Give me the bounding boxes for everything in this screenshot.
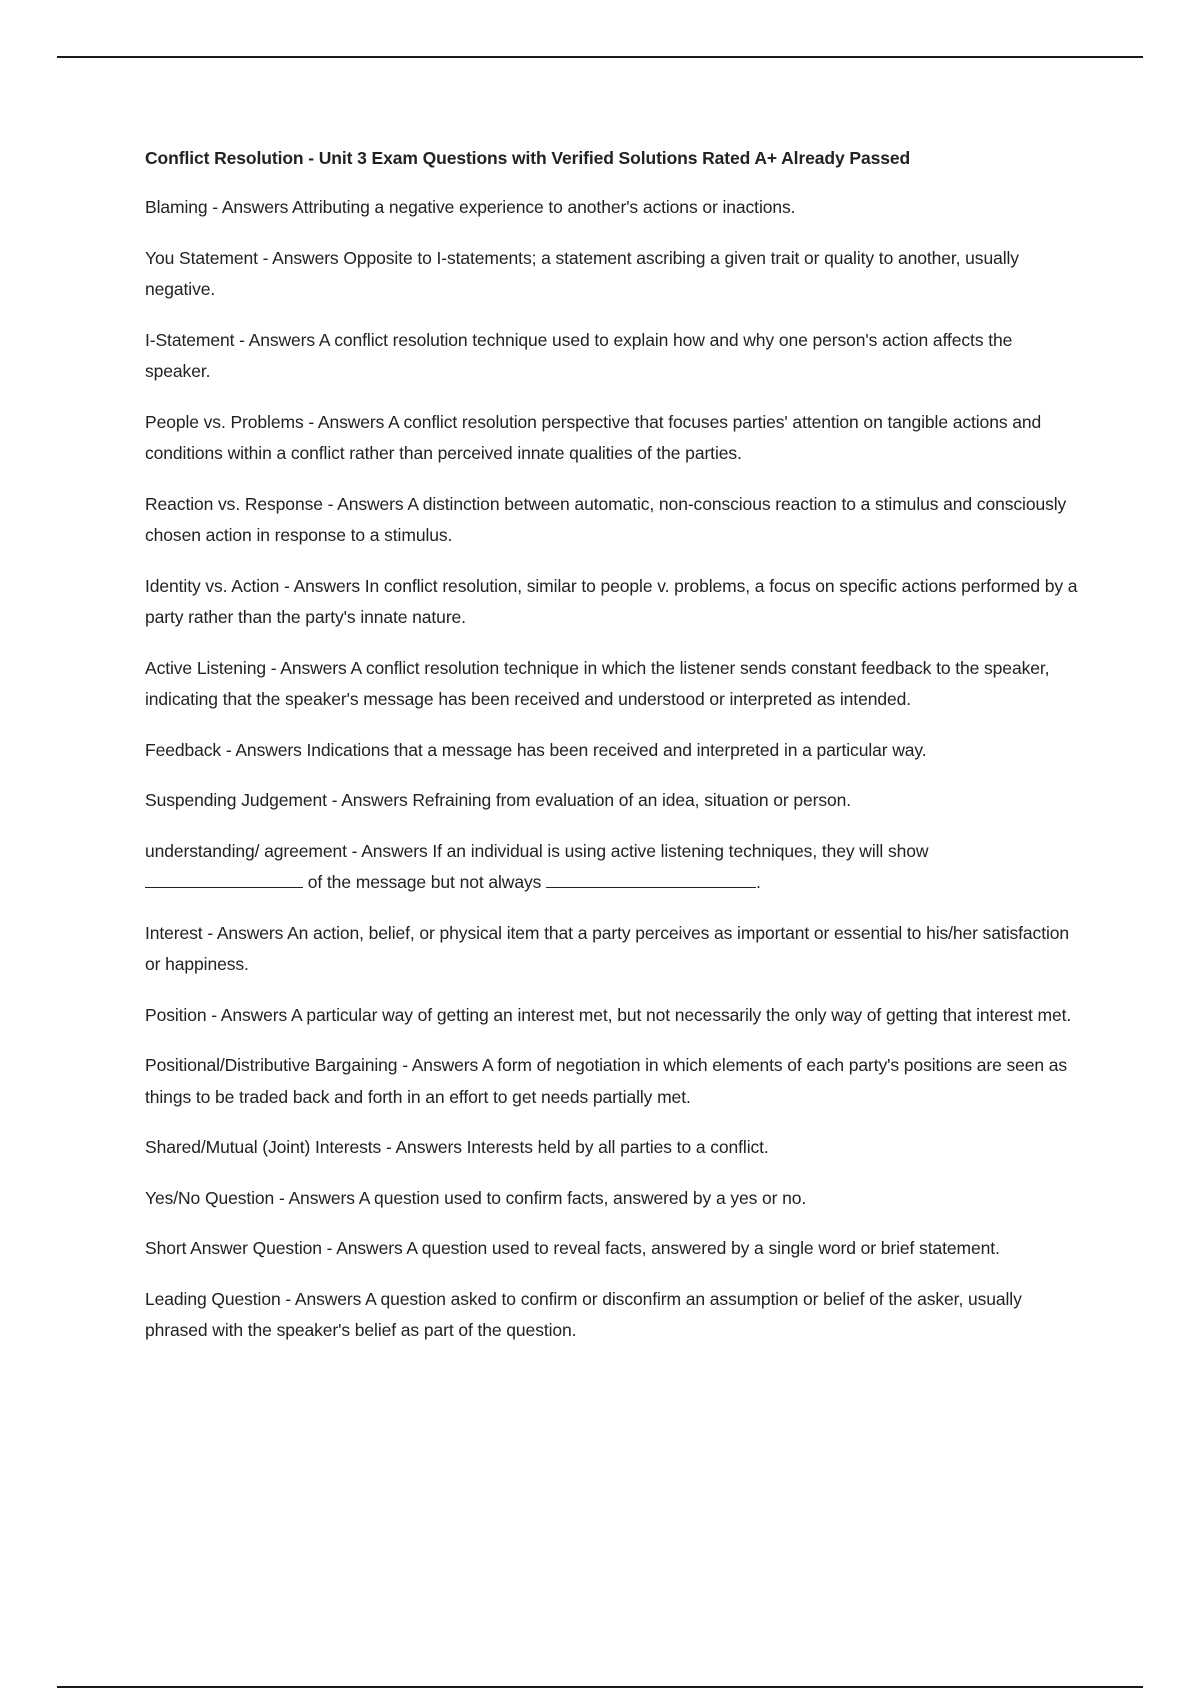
qa-item (145, 836, 1080, 899)
qa-item (145, 1050, 1080, 1113)
answers-label: Answers (280, 657, 347, 678)
qa-term: I-Statement - (145, 330, 249, 350)
qa-item (145, 325, 1080, 388)
qa-definition: Attributing a negative experience to another's actions or inactions. (292, 197, 796, 217)
top-rule (57, 56, 1143, 58)
qa-term: understanding/ agreement - (145, 841, 361, 861)
qa-term: Blaming - (145, 197, 222, 217)
qa-term: Identity vs. Action - (145, 576, 294, 596)
qa-term: Positional/Distributive Bargaining - (145, 1055, 412, 1075)
qa-term: Interest - (145, 923, 217, 943)
answers-label: Answers (341, 790, 408, 810)
answers-label: Answers (220, 1004, 288, 1025)
qa-definition-end: . (756, 872, 761, 892)
qa-definition: A question used to confirm facts, answered by a yes or no. (358, 1187, 807, 1208)
qa-term: Short Answer Question - (145, 1238, 336, 1258)
qa-item (145, 1000, 1080, 1032)
qa-definition: A question asked to confirm or disconfirm an assumption or belief of the asker, usually phrased with the speaker's belief as part of the question. (145, 1288, 1022, 1340)
qa-term: Reaction vs. Response - (145, 494, 337, 514)
qa-item (145, 918, 1080, 981)
qa-definition: Refraining from evaluation of an idea, situation or person. (412, 790, 852, 810)
qa-term: Feedback - (145, 740, 235, 760)
fill-in-blank (145, 869, 303, 888)
qa-definition: Indications that a message has been received and interpreted in a particular way. (306, 739, 927, 760)
answers-label: Answers (293, 575, 360, 596)
qa-item (145, 489, 1080, 552)
bottom-rule (57, 1686, 1143, 1688)
qa-term: Active Listening - (145, 658, 280, 678)
qa-term: Position - (145, 1005, 221, 1025)
qa-term: Leading Question - (145, 1289, 295, 1309)
answers-label: Answers (336, 1238, 403, 1258)
qa-definition: A question used to reveal facts, answered by a single word or brief statement. (406, 1238, 1000, 1258)
qa-list (145, 192, 1080, 1347)
qa-item (145, 407, 1080, 470)
qa-definition: A conflict resolution technique in which the listener sends constant feedback to the speaker, indicating that the speaker's message has been received and understood or interpreted as intended. (145, 657, 1050, 709)
answers-label: Answers (411, 1055, 479, 1075)
qa-item (145, 1233, 1080, 1265)
qa-item (145, 1132, 1080, 1164)
answers-label: Answers (395, 1137, 462, 1157)
qa-term: You Statement - (145, 248, 272, 268)
qa-definition: Opposite to I-statements; a statement ascribing a given trait or quality to another, usually negative. (145, 247, 1019, 299)
qa-item (145, 735, 1080, 767)
qa-definition: A conflict resolution perspective that focuses parties' attention on tangible actions and conditions within a conflict rather than perceived innate qualities of the parties. (145, 411, 1042, 463)
answers-label: Answers (361, 840, 428, 861)
qa-term: Yes/No Question - (145, 1188, 288, 1208)
qa-term: Suspending Judgement - (145, 790, 341, 810)
qa-item (145, 1183, 1080, 1215)
qa-item (145, 571, 1080, 634)
qa-item (145, 785, 1080, 817)
qa-definition: An action, belief, or physical item that a party perceives as important or essential to his/her satisfaction or happiness. (145, 922, 1070, 974)
answers-label: Answers (288, 1187, 355, 1208)
qa-definition: A conflict resolution technique used to explain how and why one person's action affects the speaker. (145, 329, 1013, 381)
document-title: Conflict Resolution - Unit 3 Exam Questions with Verified Solutions Rated A+ Already Passed (145, 148, 911, 168)
answers-label: Answers (221, 197, 289, 217)
answers-label: Answers (337, 493, 404, 514)
document-body (145, 142, 1080, 1366)
qa-definition: A distinction between automatic, non-conscious reaction to a stimulus and consciously chosen action in response to a stimulus. (145, 493, 1067, 545)
qa-item (145, 243, 1080, 306)
qa-definition: A particular way of getting an interest met, but not necessarily the only way of getting that interest met. (290, 1004, 1072, 1025)
qa-definition-part2: of the message but not always (307, 872, 542, 892)
answers-label: Answers (235, 739, 302, 760)
qa-definition: Interests held by all parties to a conflict. (466, 1137, 769, 1157)
answers-label: Answers (294, 1288, 362, 1309)
qa-definition-part1: If an individual is using active listening techniques, they will show (432, 840, 929, 861)
answers-label: Answers (216, 922, 284, 943)
qa-definition: In conflict resolution, similar to people v. problems, a focus on specific actions performed by a party rather than the party's innate nature. (145, 575, 1078, 627)
answers-label: Answers (272, 247, 339, 268)
qa-item (145, 192, 1080, 224)
qa-term: People vs. Problems - (145, 412, 318, 432)
answers-label: Answers (317, 411, 385, 432)
qa-definition: A form of negotiation in which elements of each party's positions are seen as things to be traded back and forth in an effort to get needs partially met. (145, 1055, 1068, 1107)
qa-item (145, 1284, 1080, 1347)
answers-label: Answers (248, 329, 316, 350)
fill-in-blank (546, 869, 756, 888)
qa-item (145, 653, 1080, 716)
qa-term: Shared/Mutual (Joint) Interests - (145, 1137, 395, 1157)
